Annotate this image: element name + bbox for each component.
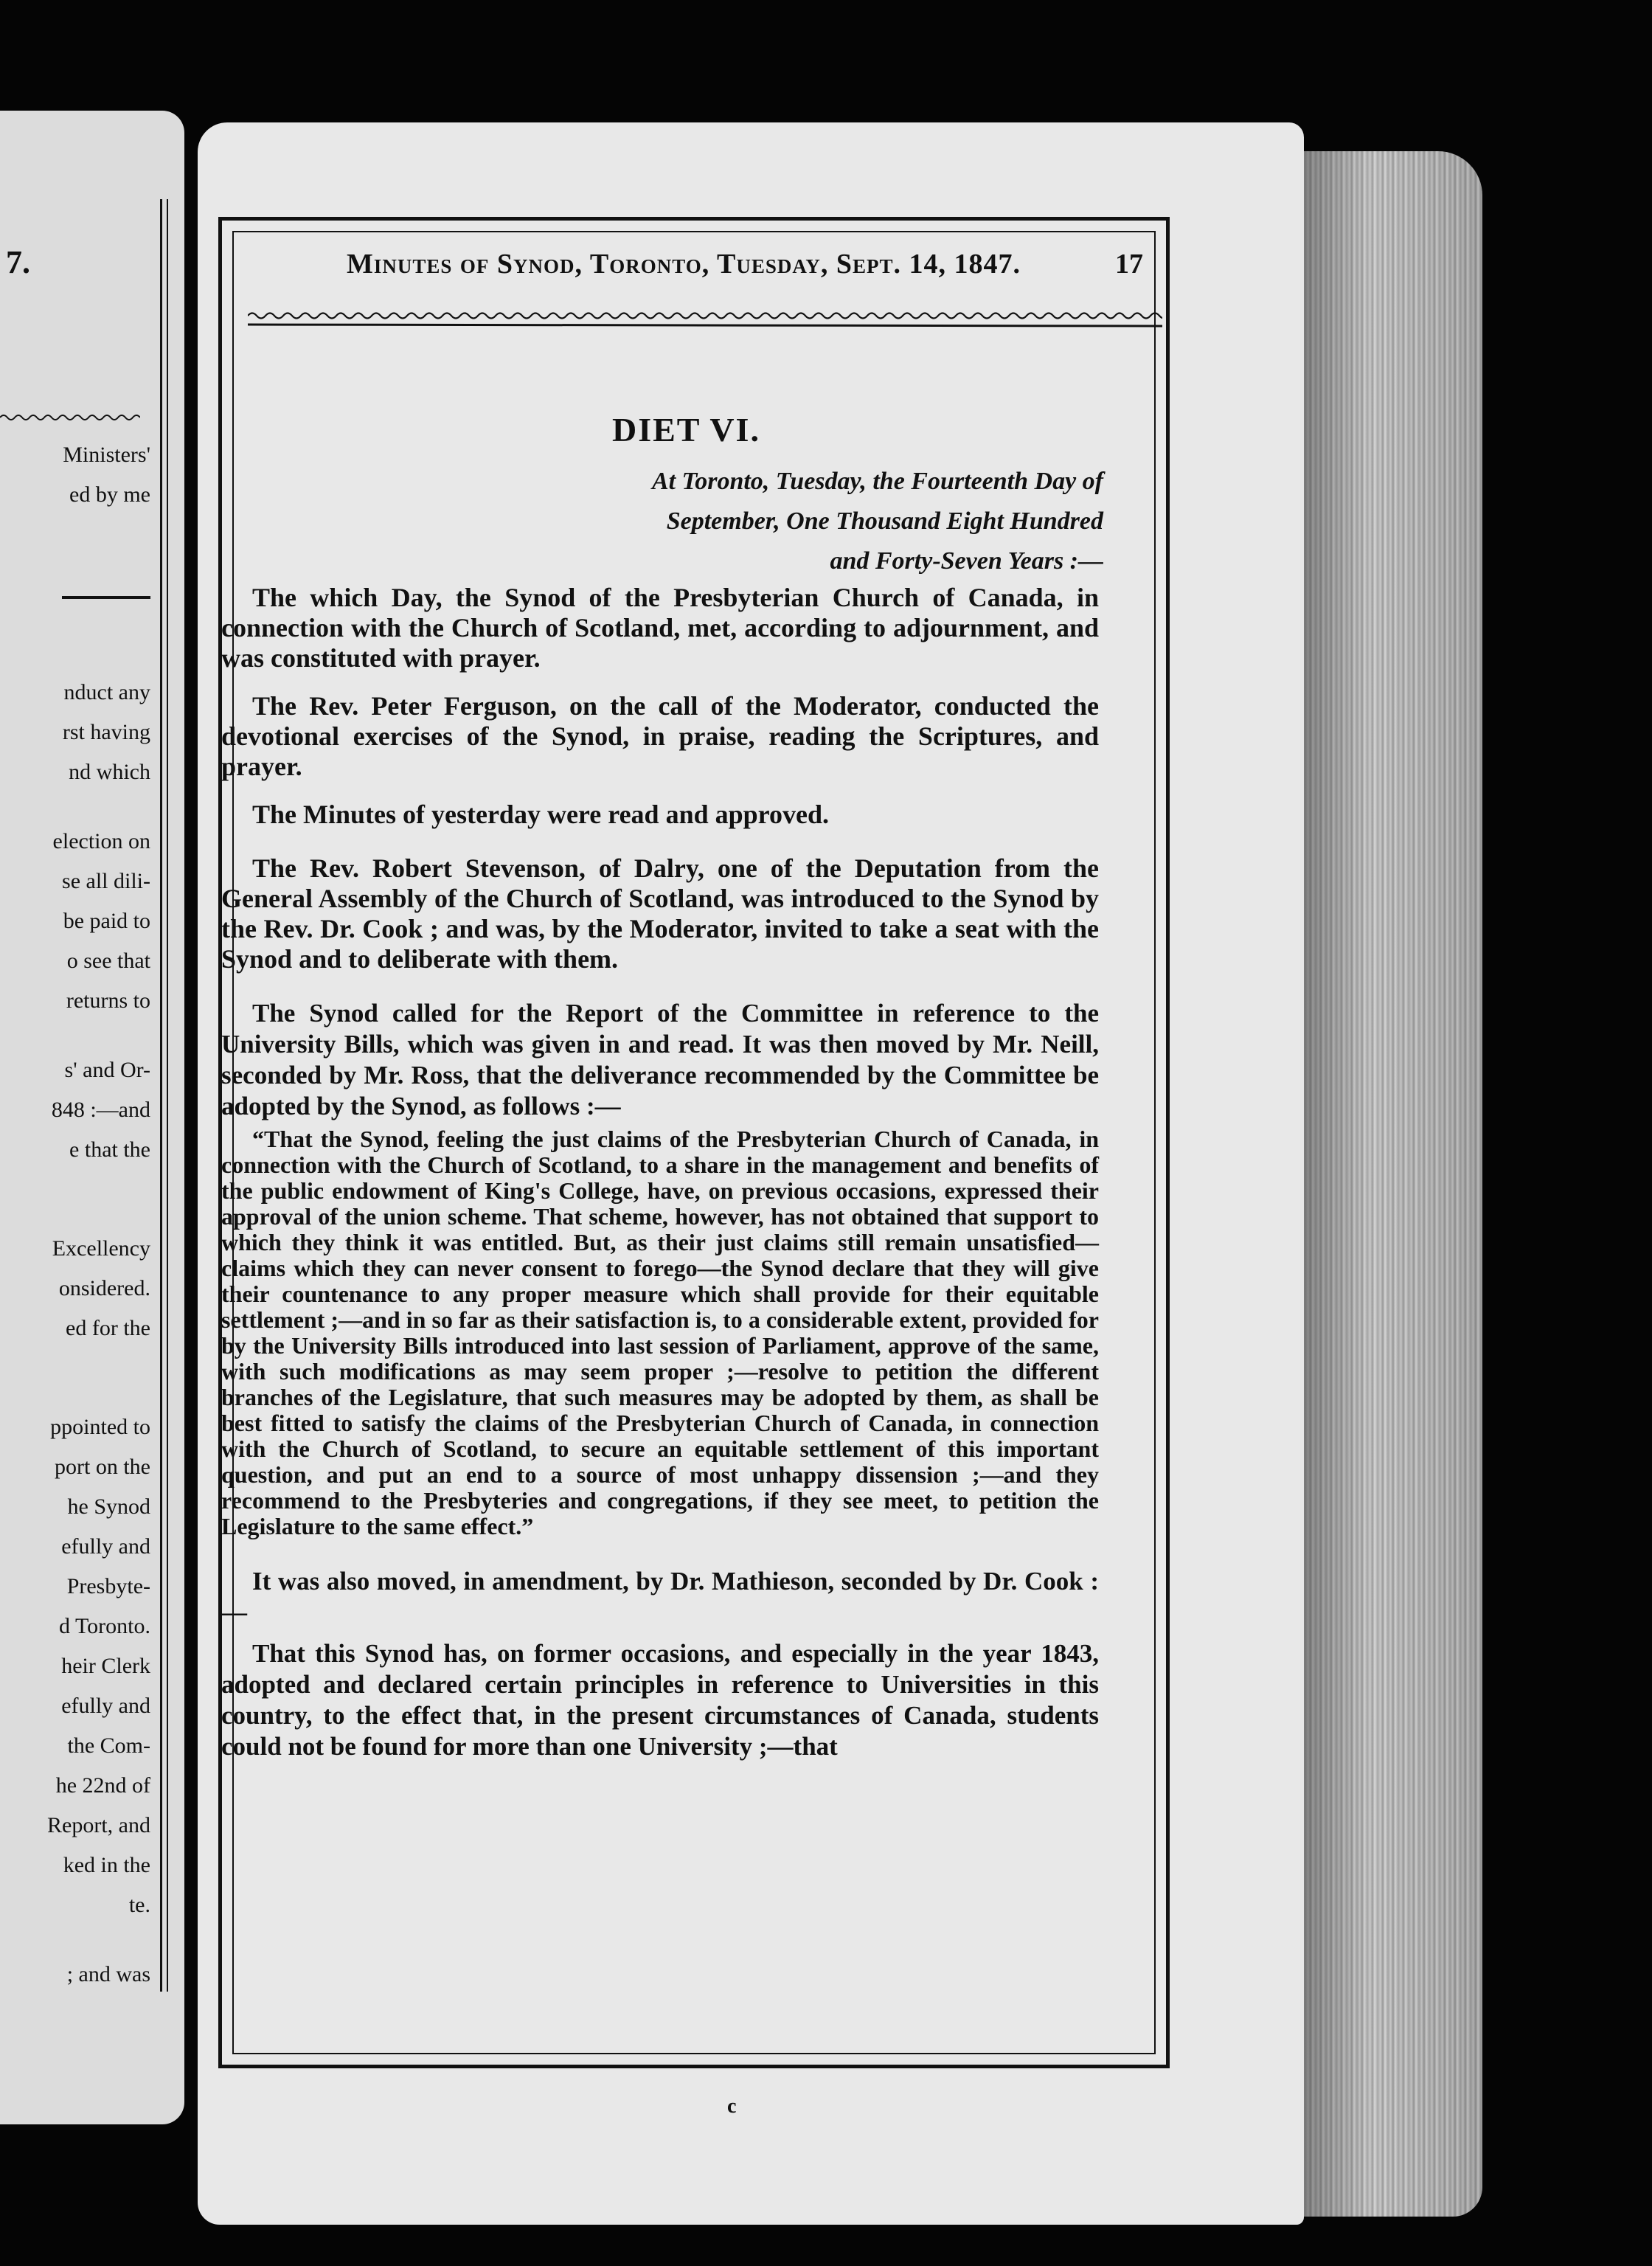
left-page-line: te. (128, 1893, 150, 1917)
left-page-line: be paid to (63, 909, 150, 933)
diet-dateline (543, 462, 1103, 581)
dateline-line: and Forty-Seven Years :— (830, 547, 1103, 575)
dateline-line: At Toronto, Tuesday, the Fourteenth Day of (651, 468, 1103, 495)
left-page-line: nduct any (63, 680, 150, 704)
left-page-line: the Com- (67, 1733, 150, 1758)
left-page-line: he Synod (67, 1494, 150, 1519)
left-page-line: d Toronto. (58, 1614, 150, 1638)
left-page-line: ; and was (66, 1962, 150, 1986)
left-page-line: onsidered. (58, 1276, 150, 1300)
running-head-title: Minutes of Synod, Toronto, Tuesday, Sept. 14, 1847. (347, 249, 1021, 280)
left-page-line: 848 :—and (51, 1098, 150, 1122)
minutes-body (221, 583, 1099, 1780)
paragraph-minutes-approved: The Minutes of yesterday were read and approved. (252, 800, 829, 829)
signature-mark: c (727, 2095, 737, 2118)
left-page-line (62, 574, 150, 599)
paragraph-amendment: It was also moved, in amendment, by Dr. Mathieson, seconded by Dr. Cook :— (221, 1567, 1099, 1626)
left-page-line: o see that (66, 949, 150, 973)
left-page-line: ed by me (69, 482, 150, 507)
left-header-wavy-rule (0, 413, 140, 422)
left-page-line: se all dili- (62, 869, 150, 893)
left-page-line: s' and Or- (64, 1058, 150, 1082)
left-page-text-fragments (0, 435, 150, 1995)
left-page-line (0, 1199, 150, 1229)
paragraph-deputation: The Rev. Robert Stevenson, of Dalry, one of the Deputation from the General Assembly of the Church of Scotland, was introduced to the Synod by the Rev. Dr. Cook ; and was, by the Moderator, invited to take a seat with the Synod and to deliberate with them. (221, 853, 1099, 974)
left-page-line: Report, and (47, 1813, 150, 1837)
left-page-line: returns to (66, 988, 150, 1013)
diet-heading: DIET VI. (612, 411, 760, 448)
left-page-line (0, 643, 150, 673)
left-page-line: nd which (69, 760, 150, 784)
left-facing-page (0, 111, 184, 2124)
left-page-line (0, 1021, 150, 1050)
left-page-line: heir Clerk (61, 1654, 150, 1678)
page-number: 17 (1115, 249, 1143, 280)
left-page-line (0, 1925, 150, 1955)
running-head (347, 248, 1143, 307)
paragraph-synod-met: The which Day, the Synod of the Presbyterian Church of Canada, in connection with the Church of Scotland, met, according to adjournment, and was constituted with prayer. (221, 583, 1099, 673)
left-page-line: Excellency (52, 1236, 150, 1261)
left-page-line: he 22nd of (55, 1773, 150, 1798)
dateline-line: September, One Thousand Eight Hundred (666, 507, 1103, 535)
left-page-line: ked in the (63, 1853, 150, 1877)
paragraph-amendment-text: That this Synod has, on former occasions, and especially in the year 1843, adopted and declared certain principles in reference to Universities in this country, to the effect that, in the present circumstances of Canada, students could not be found for more than one University ;—that (221, 1639, 1099, 1761)
left-page-line: election on (52, 829, 150, 853)
header-wavy-rule (248, 310, 1162, 328)
left-page-line: efully and (61, 1694, 150, 1718)
left-page-line (0, 792, 150, 822)
left-page-line: rst having (62, 720, 150, 744)
left-page-line: e that the (69, 1137, 150, 1162)
left-page-line: ed for the (66, 1316, 150, 1340)
left-page-line: port on the (55, 1455, 150, 1479)
left-page-line (0, 1170, 150, 1199)
left-page-line (0, 515, 150, 544)
left-page-line (0, 1348, 150, 1378)
left-page-line: efully and (61, 1534, 150, 1559)
left-page-frame-rule (160, 199, 168, 1992)
left-page-number-fragment: 7. (6, 244, 30, 280)
paragraph-devotional-exercises: The Rev. Peter Ferguson, on the call of the Moderator, conducted the devotional exercises of the Synod, in praise, reading the Scriptures, and prayer. (221, 691, 1099, 781)
left-page-line: ppointed to (50, 1415, 150, 1439)
left-page-line (0, 1378, 150, 1407)
left-page-line: Presbyte- (66, 1574, 150, 1598)
left-page-line: Ministers' (63, 443, 150, 467)
paragraph-university-bills-report: The Synod called for the Report of the Committee in reference to the University Bills, which was given in and read. It was then moved by Mr. Neill, seconded by Mr. Ross, that the deliverance recommended by the Committee be adopted by the Synod, as follows :— (221, 999, 1099, 1120)
paragraph-deliverance-quote: “That the Synod, feeling the just claims of the Presbyterian Church of Canada, in connection with the Church of Scotland, to a share in the management and benefits of the public endowment of King's College, have, on previous occasions, expressed their approval of the union scheme. That scheme, however, has not obtained that support to which they think it was entitled. But, as their just claims still remain unsatisfied—claims which they can never consent to forego—the Synod declare that they will give their countenance to any proper measure which shall provide for their equitable settlement ;—and in so far as their satisfaction is, to a considerable extent, provided for by the University Bills introduced into last session of Parliament, approve of the same, with such modifications as may seem proper ;—resolve to petition the different branches of the Legislature, that such measures may be adopted by them, as shall be best fitted to satisfy the claims of the Presbyterian Church of Canada, in connection with the Church of Scotland, to secure an equitable settlement of this important question, and put an end to a source of most unhappy dissension ;—and they recommend to the Presbyteries and congregations, if they see meet, to petition the Legislature to the same effect.” (221, 1126, 1099, 1539)
book-page-edges (1298, 151, 1482, 2217)
left-page-line (0, 544, 150, 574)
left-page-line (0, 614, 150, 643)
